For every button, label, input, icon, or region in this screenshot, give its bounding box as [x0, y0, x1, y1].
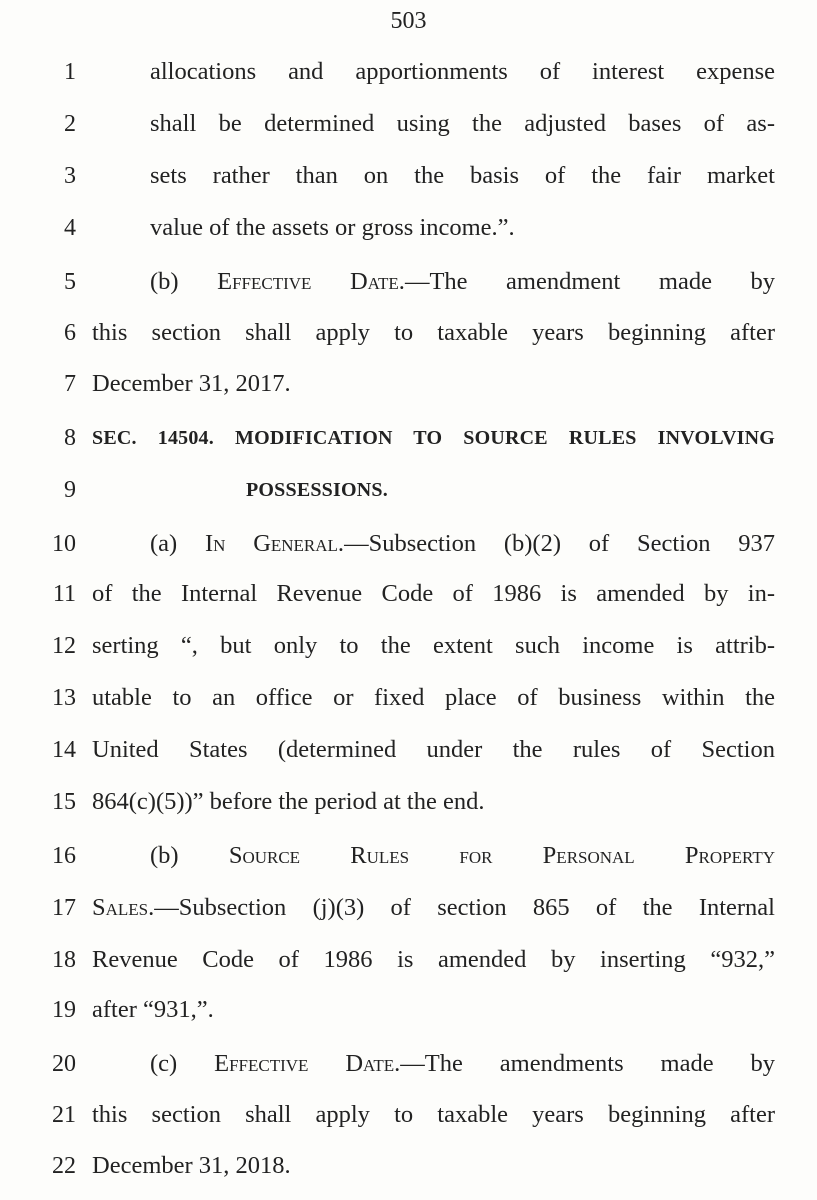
line-number: 7 — [64, 371, 76, 397]
line-text: this section shall apply to taxable years beginning after — [92, 319, 775, 346]
line-2 — [0, 98, 817, 150]
subsection-label: (a) — [150, 530, 205, 557]
line-20 — [0, 1038, 817, 1090]
subsection-heading: Source Rules for Personal Property — [228, 842, 775, 869]
line-18 — [0, 934, 817, 986]
line-number: 3 — [64, 163, 76, 189]
line-text: of the Internal Revenue Code of 1986 is amended by in- — [92, 580, 775, 607]
line-number: 22 — [52, 1153, 76, 1179]
line-number: 9 — [64, 477, 76, 503]
subsection-text: —The amendments made by — [400, 1050, 775, 1077]
line-number: 13 — [52, 685, 76, 711]
line-text: shall be determined using the adjusted bases of as- — [150, 110, 775, 137]
line-9 — [0, 464, 817, 516]
line-number: 17 — [52, 895, 76, 921]
line-text: value of the assets or gross income.”. — [150, 214, 515, 241]
line-17 — [0, 882, 817, 934]
line-text — [92, 882, 775, 934]
line-number: 19 — [52, 997, 76, 1023]
line-number: 12 — [52, 633, 76, 659]
line-number: 20 — [52, 1051, 76, 1077]
line-21 — [0, 1089, 817, 1141]
page-number: 503 — [390, 8, 427, 34]
line-text: 864(c)(5))” before the period at the end. — [92, 788, 485, 815]
subsection-heading: In General. — [204, 530, 345, 557]
line-number: 11 — [52, 581, 76, 607]
line-6 — [0, 307, 817, 359]
line-text — [150, 256, 775, 308]
line-19 — [0, 984, 817, 1036]
line-text — [150, 830, 775, 882]
line-12 — [0, 620, 817, 672]
line-8 — [0, 412, 817, 464]
subsection-label: (c) — [150, 1050, 215, 1077]
line-text: United States (determined under the rules of Section — [92, 736, 775, 763]
subsection-label: (b) — [150, 268, 218, 295]
line-number: 15 — [52, 789, 76, 815]
line-4 — [0, 202, 817, 254]
subsection-text: —The amendment made by — [404, 268, 775, 295]
line-text: after “931,”. — [92, 996, 214, 1023]
line-text: this section shall apply to taxable years beginning after — [92, 1101, 775, 1128]
line-text — [150, 518, 775, 570]
line-1 — [0, 46, 817, 98]
line-text: December 31, 2017. — [92, 370, 291, 397]
subsection-heading-continued: Sales. — [92, 894, 155, 921]
subsection-text: —Subsection (b)(2) of Section 937 — [344, 530, 775, 557]
line-7 — [0, 358, 817, 410]
line-5 — [0, 256, 817, 308]
line-3 — [0, 150, 817, 202]
line-text: allocations and apportionments of interest expense — [150, 58, 775, 85]
line-number: 4 — [64, 215, 76, 241]
line-number: 10 — [52, 531, 76, 557]
line-13 — [0, 672, 817, 724]
subsection-label: (b) — [150, 842, 229, 869]
line-number: 21 — [52, 1102, 76, 1128]
line-number: 14 — [52, 737, 76, 763]
line-text: Revenue Code of 1986 is amended by inserting “932,” — [92, 946, 775, 973]
line-text: December 31, 2018. — [92, 1152, 291, 1179]
line-16 — [0, 830, 817, 882]
line-number: 8 — [64, 425, 76, 451]
line-11 — [0, 568, 817, 620]
line-number: 2 — [64, 111, 76, 137]
line-number: 6 — [64, 320, 76, 346]
subsection-heading: Effective Date. — [214, 1050, 401, 1077]
subsection-heading: Effective Date. — [217, 268, 405, 295]
line-number: 18 — [52, 947, 76, 973]
line-10 — [0, 518, 817, 570]
line-text: sets rather than on the basis of the fair market — [150, 162, 775, 189]
subsection-text: —Subsection (j)(3) of section 865 of the Internal — [154, 894, 775, 921]
line-text: serting “, but only to the extent such income is attrib- — [92, 632, 775, 659]
line-22 — [0, 1140, 817, 1192]
line-number: 5 — [64, 269, 76, 295]
line-number: 1 — [64, 59, 76, 85]
section-heading-continued: POSSESSIONS. — [246, 479, 388, 501]
line-text: utable to an office or fixed place of business within the — [92, 684, 775, 711]
line-14 — [0, 724, 817, 776]
line-text — [150, 1038, 775, 1090]
line-number: 16 — [52, 843, 76, 869]
section-heading: SEC. 14504. MODIFICATION TO SOURCE RULES INVOLVING — [92, 427, 775, 449]
line-15 — [0, 776, 817, 828]
